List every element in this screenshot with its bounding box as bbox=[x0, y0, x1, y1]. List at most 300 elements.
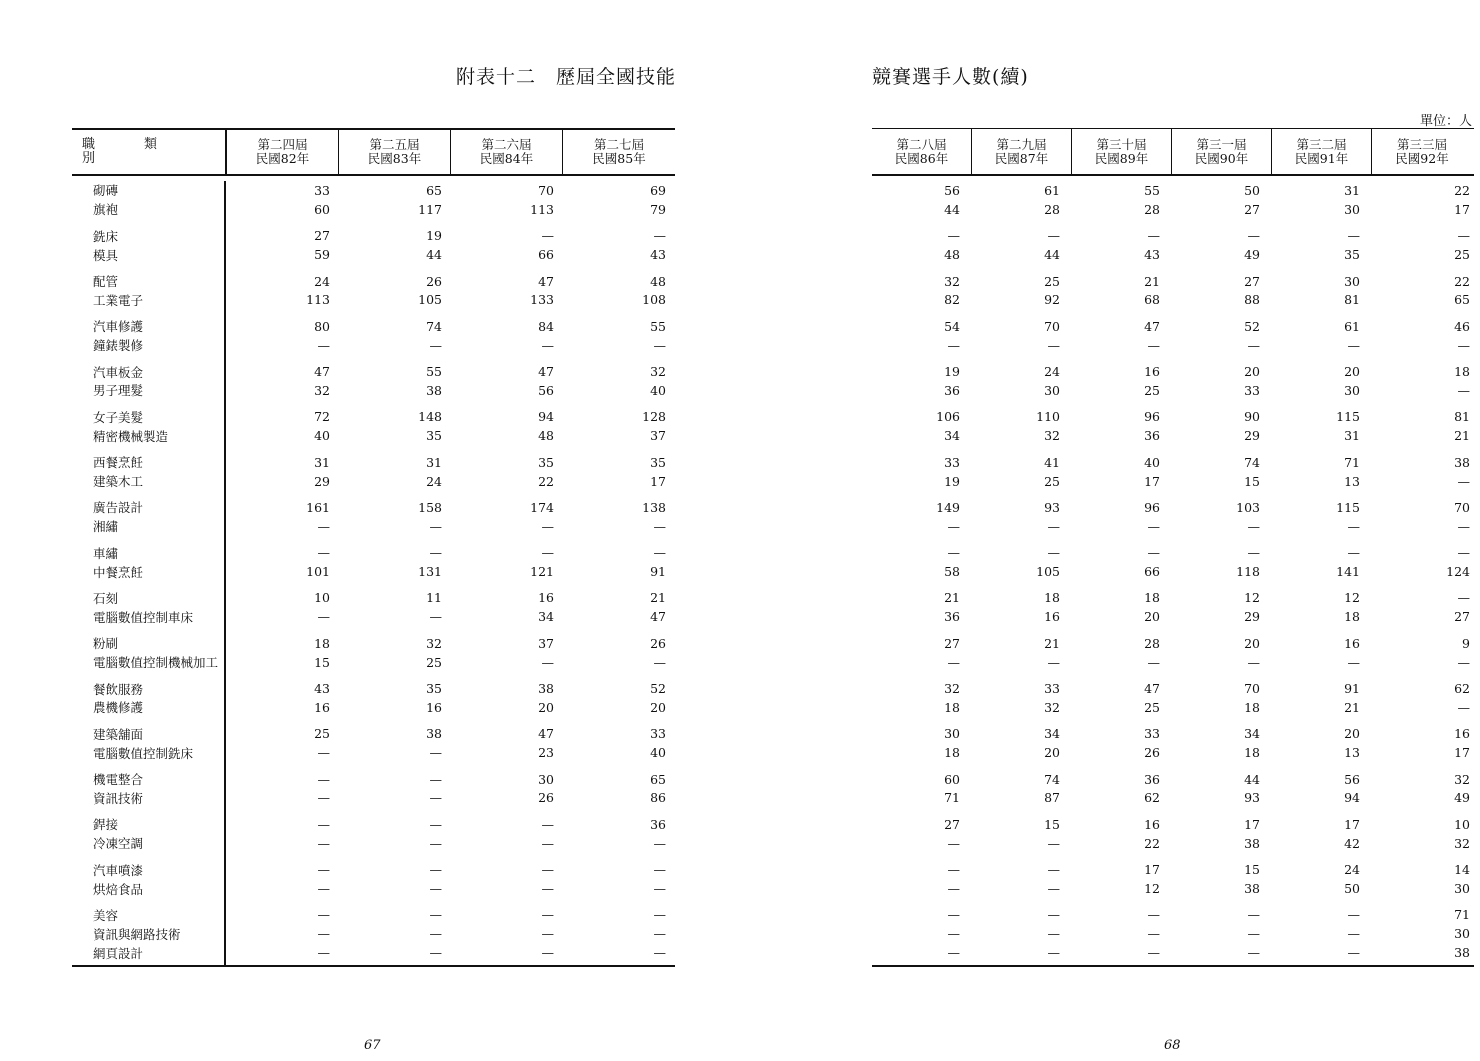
table-row bbox=[72, 336, 675, 355]
row-value: — bbox=[1047, 926, 1060, 942]
header-session: 第三三屆 bbox=[1396, 136, 1447, 152]
row-value: 66 bbox=[1144, 564, 1160, 580]
row-value: — bbox=[1457, 337, 1470, 353]
row-value: 12 bbox=[1244, 590, 1260, 606]
row-value: — bbox=[429, 945, 442, 961]
row-value: 48 bbox=[944, 247, 960, 263]
row-value: 34 bbox=[538, 609, 554, 625]
row-name: 汽車噴漆 bbox=[93, 862, 144, 878]
row-value: — bbox=[947, 337, 960, 353]
row-value: — bbox=[947, 862, 960, 878]
row-value: — bbox=[317, 609, 330, 625]
row-value: 48 bbox=[650, 273, 666, 289]
row-value: 33 bbox=[1144, 726, 1160, 742]
row-value: — bbox=[317, 881, 330, 897]
row-value: — bbox=[1457, 590, 1470, 606]
row-value: 17 bbox=[1244, 816, 1260, 832]
row-value: 14 bbox=[1454, 862, 1470, 878]
row-value: 148 bbox=[418, 409, 442, 425]
table-row bbox=[872, 181, 1474, 200]
row-value: 56 bbox=[538, 382, 554, 398]
row-value: — bbox=[947, 835, 960, 851]
row-value: — bbox=[541, 228, 554, 244]
row-value: 101 bbox=[306, 564, 330, 580]
row-value: — bbox=[1247, 545, 1260, 561]
header-year: 民國90年 bbox=[1194, 150, 1249, 166]
row-name: 配管 bbox=[93, 274, 119, 289]
row-value: 16 bbox=[1344, 635, 1360, 651]
row-value: 38 bbox=[538, 681, 554, 697]
row-value: 47 bbox=[538, 273, 554, 289]
row-value: 23 bbox=[538, 745, 554, 761]
table-row bbox=[72, 245, 675, 264]
row-value: 117 bbox=[418, 201, 442, 217]
row-value: 26 bbox=[1144, 745, 1160, 761]
table-row bbox=[72, 815, 675, 834]
table-row bbox=[872, 272, 1474, 291]
header-year: 民國87年 bbox=[994, 150, 1049, 166]
row-value: — bbox=[1347, 945, 1360, 961]
header-year: 民國91年 bbox=[1294, 150, 1349, 166]
row-value: 61 bbox=[1044, 182, 1060, 198]
row-value: 15 bbox=[1044, 816, 1060, 832]
row-value: 19 bbox=[944, 473, 960, 489]
row-value: — bbox=[1347, 654, 1360, 670]
row-value: 61 bbox=[1344, 318, 1360, 334]
row-value: 17 bbox=[1144, 862, 1160, 878]
row-value: 44 bbox=[426, 247, 442, 263]
row-value: — bbox=[653, 945, 666, 961]
row-value: 21 bbox=[1454, 428, 1470, 444]
row-value: — bbox=[1047, 862, 1060, 878]
row-name: 銑床 bbox=[93, 228, 119, 244]
title-left: 附表十二 歷屆全國技能 bbox=[456, 66, 677, 88]
row-value: 19 bbox=[426, 228, 442, 244]
row-value: 47 bbox=[1144, 681, 1160, 697]
table-row bbox=[72, 426, 675, 445]
table-row bbox=[72, 498, 675, 517]
row-value: 16 bbox=[1144, 816, 1160, 832]
row-value: — bbox=[541, 926, 554, 942]
row-value: 13 bbox=[1344, 473, 1360, 489]
row-value: 30 bbox=[1344, 273, 1360, 289]
row-value: 70 bbox=[1454, 499, 1470, 515]
header-year: 民國83年 bbox=[367, 151, 422, 166]
row-value: — bbox=[947, 926, 960, 942]
row-value: — bbox=[1047, 945, 1060, 961]
row-value: 35 bbox=[426, 428, 442, 444]
row-value: — bbox=[317, 945, 330, 961]
row-value: 17 bbox=[1454, 745, 1470, 761]
row-value: — bbox=[1347, 926, 1360, 942]
header-session: 第二六屆 bbox=[481, 137, 532, 152]
row-value: 108 bbox=[642, 292, 666, 308]
table-row bbox=[72, 743, 675, 762]
table-row bbox=[72, 607, 675, 626]
row-value: 20 bbox=[538, 699, 554, 715]
row-value: 20 bbox=[1244, 635, 1260, 651]
table-row bbox=[872, 472, 1474, 491]
row-value: — bbox=[1147, 518, 1160, 534]
row-value: 12 bbox=[1344, 590, 1360, 606]
row-value: — bbox=[541, 881, 554, 897]
row-value: — bbox=[429, 835, 442, 851]
table-row bbox=[872, 498, 1474, 517]
row-value: — bbox=[429, 771, 442, 787]
row-value: — bbox=[1047, 545, 1060, 561]
row-value: 18 bbox=[1454, 364, 1470, 380]
row-name: 建築舖面 bbox=[93, 726, 144, 742]
row-value: 18 bbox=[944, 745, 960, 761]
row-value: — bbox=[653, 545, 666, 561]
row-value: 24 bbox=[426, 473, 442, 489]
row-value: 56 bbox=[944, 182, 960, 198]
row-value: — bbox=[1347, 228, 1360, 244]
row-value: 32 bbox=[314, 382, 330, 398]
row-name: 電腦數值控制銑床 bbox=[93, 745, 194, 761]
row-value: 93 bbox=[1244, 790, 1260, 806]
row-value: — bbox=[1147, 945, 1160, 961]
row-value: — bbox=[1147, 337, 1160, 353]
table-row bbox=[872, 924, 1474, 943]
row-value: 43 bbox=[314, 681, 330, 697]
row-value: — bbox=[429, 790, 442, 806]
row-value: 30 bbox=[944, 726, 960, 742]
row-value: — bbox=[429, 907, 442, 923]
row-value: 41 bbox=[1044, 454, 1060, 470]
row-value: 60 bbox=[944, 771, 960, 787]
row-value: 115 bbox=[1336, 499, 1360, 515]
row-value: — bbox=[541, 945, 554, 961]
row-value: — bbox=[429, 609, 442, 625]
row-value: — bbox=[947, 518, 960, 534]
row-value: 10 bbox=[314, 590, 330, 606]
row-value: — bbox=[1247, 907, 1260, 923]
header-session: 第二五屆 bbox=[369, 137, 420, 152]
row-value: 54 bbox=[944, 318, 960, 334]
row-value: — bbox=[653, 862, 666, 878]
row-value: 30 bbox=[1344, 201, 1360, 217]
header-cell bbox=[227, 130, 339, 174]
row-value: 105 bbox=[418, 292, 442, 308]
table-row bbox=[72, 943, 675, 962]
row-value: — bbox=[429, 881, 442, 897]
row-value: 174 bbox=[530, 499, 554, 515]
table-row bbox=[872, 679, 1474, 698]
row-value: — bbox=[317, 771, 330, 787]
header-cell bbox=[1372, 129, 1472, 174]
header-name-cell bbox=[72, 130, 227, 174]
table-row bbox=[872, 589, 1474, 608]
table-row bbox=[72, 272, 675, 291]
row-value: — bbox=[947, 654, 960, 670]
row-value: — bbox=[653, 518, 666, 534]
row-value: 28 bbox=[1144, 201, 1160, 217]
row-name: 網頁設計 bbox=[93, 945, 144, 961]
header-year: 民國89年 bbox=[1094, 150, 1149, 166]
table-row bbox=[872, 879, 1474, 898]
row-value: — bbox=[1047, 518, 1060, 534]
table-row bbox=[72, 589, 675, 608]
row-value: — bbox=[653, 228, 666, 244]
row-name: 烘焙食品 bbox=[93, 881, 144, 897]
row-name: 西餐烹飪 bbox=[93, 455, 144, 471]
table-row bbox=[872, 562, 1474, 581]
header-year: 民國85年 bbox=[592, 151, 646, 166]
row-value: 25 bbox=[426, 654, 442, 670]
row-value: 21 bbox=[1044, 635, 1060, 651]
row-value: — bbox=[429, 816, 442, 832]
table-row bbox=[72, 453, 675, 472]
row-value: 33 bbox=[1044, 681, 1060, 697]
row-value: 110 bbox=[1036, 409, 1060, 425]
row-value: — bbox=[429, 545, 442, 561]
row-value: — bbox=[947, 945, 960, 961]
header-session: 第二七屆 bbox=[593, 137, 644, 152]
row-value: — bbox=[317, 518, 330, 534]
row-value: 44 bbox=[1244, 771, 1260, 787]
row-value: — bbox=[541, 654, 554, 670]
row-value: 24 bbox=[1344, 862, 1360, 878]
row-value: — bbox=[653, 835, 666, 851]
table-row bbox=[72, 634, 675, 653]
row-name: 砌磚 bbox=[93, 183, 119, 199]
row-value: 74 bbox=[426, 318, 442, 334]
row-name: 男子理髮 bbox=[93, 383, 144, 399]
row-value: 19 bbox=[944, 364, 960, 380]
row-value: 121 bbox=[530, 564, 554, 580]
row-value: 27 bbox=[944, 816, 960, 832]
row-value: 29 bbox=[1244, 428, 1260, 444]
row-value: 21 bbox=[1144, 273, 1160, 289]
row-value: — bbox=[1457, 228, 1470, 244]
row-value: 21 bbox=[1344, 699, 1360, 715]
row-value: 34 bbox=[1244, 726, 1260, 742]
row-value: 18 bbox=[1044, 590, 1060, 606]
row-value: 21 bbox=[650, 590, 666, 606]
row-value: 30 bbox=[538, 771, 554, 787]
table-row bbox=[72, 653, 675, 672]
row-value: 55 bbox=[426, 364, 442, 380]
row-value: 38 bbox=[1244, 881, 1260, 897]
row-value: — bbox=[1457, 545, 1470, 561]
row-value: 17 bbox=[1144, 473, 1160, 489]
row-name: 女子美髮 bbox=[93, 409, 144, 425]
row-value: 106 bbox=[936, 409, 960, 425]
row-name: 鐘錶製修 bbox=[93, 338, 144, 354]
header-left-columns bbox=[227, 130, 675, 174]
row-value: 16 bbox=[1144, 364, 1160, 380]
row-value: 15 bbox=[314, 654, 330, 670]
header-session: 第二九屆 bbox=[996, 136, 1047, 152]
row-value: 32 bbox=[650, 364, 666, 380]
table-row bbox=[872, 653, 1474, 672]
row-value: 69 bbox=[650, 182, 666, 198]
row-value: — bbox=[1147, 545, 1160, 561]
row-name: 汽車板金 bbox=[93, 364, 144, 380]
row-value: 20 bbox=[1244, 364, 1260, 380]
header-cell bbox=[872, 129, 972, 174]
row-value: 33 bbox=[314, 182, 330, 198]
header-cell bbox=[1072, 129, 1172, 174]
row-value: 18 bbox=[1344, 609, 1360, 625]
header-cell bbox=[1172, 129, 1272, 174]
row-name: 石刻 bbox=[93, 590, 119, 606]
row-value: 11 bbox=[426, 590, 442, 606]
row-value: 37 bbox=[538, 635, 554, 651]
row-value: 18 bbox=[944, 699, 960, 715]
row-name: 美容 bbox=[93, 907, 119, 923]
table-row bbox=[872, 407, 1474, 426]
row-value: 71 bbox=[944, 790, 960, 806]
table-row bbox=[872, 317, 1474, 336]
row-value: — bbox=[317, 816, 330, 832]
row-value: — bbox=[317, 835, 330, 851]
row-value: 32 bbox=[1044, 699, 1060, 715]
row-value: 30 bbox=[1454, 881, 1470, 897]
row-value: 44 bbox=[1044, 247, 1060, 263]
row-value: 34 bbox=[1044, 726, 1060, 742]
row-value: 62 bbox=[1454, 681, 1470, 697]
row-value: — bbox=[317, 790, 330, 806]
row-value: 22 bbox=[538, 473, 554, 489]
table-row bbox=[72, 362, 675, 381]
row-value: 25 bbox=[1454, 247, 1470, 263]
row-value: 31 bbox=[1344, 428, 1360, 444]
row-value: 96 bbox=[1144, 499, 1160, 515]
row-value: — bbox=[317, 926, 330, 942]
table-row bbox=[872, 336, 1474, 355]
row-value: 16 bbox=[1454, 726, 1470, 742]
row-value: 36 bbox=[944, 609, 960, 625]
table-row bbox=[72, 200, 675, 219]
row-value: 158 bbox=[418, 499, 442, 515]
row-value: 26 bbox=[650, 635, 666, 651]
row-name: 模具 bbox=[93, 247, 119, 263]
row-value: — bbox=[429, 337, 442, 353]
row-value: 40 bbox=[650, 382, 666, 398]
row-value: 94 bbox=[538, 409, 554, 425]
row-value: 27 bbox=[944, 635, 960, 651]
table-row bbox=[872, 453, 1474, 472]
row-value: — bbox=[1347, 337, 1360, 353]
row-value: 161 bbox=[306, 499, 330, 515]
row-value: — bbox=[1047, 654, 1060, 670]
table-row bbox=[872, 724, 1474, 743]
row-value: 22 bbox=[1454, 182, 1470, 198]
header-cell bbox=[339, 130, 451, 174]
row-value: — bbox=[653, 337, 666, 353]
row-value: 49 bbox=[1244, 247, 1260, 263]
row-value: 18 bbox=[1244, 745, 1260, 761]
row-value: — bbox=[1457, 473, 1470, 489]
row-value: 71 bbox=[1454, 907, 1470, 923]
row-value: 86 bbox=[650, 790, 666, 806]
table-row bbox=[872, 362, 1474, 381]
header-session: 第二四屆 bbox=[257, 137, 308, 152]
row-value: — bbox=[1147, 926, 1160, 942]
row-value: 32 bbox=[1454, 771, 1470, 787]
row-value: 60 bbox=[314, 201, 330, 217]
row-value: 38 bbox=[1244, 835, 1260, 851]
row-value: 50 bbox=[1344, 881, 1360, 897]
row-value: — bbox=[1147, 228, 1160, 244]
table-right bbox=[872, 128, 1474, 967]
table-row bbox=[872, 743, 1474, 762]
row-value: — bbox=[1047, 228, 1060, 244]
row-value: — bbox=[541, 816, 554, 832]
table-row bbox=[72, 181, 675, 200]
row-value: 113 bbox=[530, 201, 554, 217]
row-value: 38 bbox=[426, 382, 442, 398]
row-value: — bbox=[947, 907, 960, 923]
header-year: 民國84年 bbox=[479, 151, 534, 166]
row-value: 49 bbox=[1454, 790, 1470, 806]
row-value: 32 bbox=[1044, 428, 1060, 444]
table-row bbox=[72, 924, 675, 943]
row-value: 30 bbox=[1344, 382, 1360, 398]
table-right-body bbox=[872, 181, 1474, 967]
row-value: — bbox=[1247, 228, 1260, 244]
row-value: 29 bbox=[314, 473, 330, 489]
row-value: 58 bbox=[944, 564, 960, 580]
row-value: 17 bbox=[650, 473, 666, 489]
row-value: 31 bbox=[426, 454, 442, 470]
row-value: 43 bbox=[650, 247, 666, 263]
row-value: — bbox=[653, 654, 666, 670]
table-row bbox=[72, 789, 675, 808]
table-row bbox=[72, 226, 675, 245]
row-value: 15 bbox=[1244, 862, 1260, 878]
row-value: 9 bbox=[1462, 635, 1470, 651]
row-value: 12 bbox=[1144, 881, 1160, 897]
row-value: 80 bbox=[314, 318, 330, 334]
row-value: 35 bbox=[538, 454, 554, 470]
row-value: 17 bbox=[1454, 201, 1470, 217]
row-value: — bbox=[541, 337, 554, 353]
row-value: 31 bbox=[314, 454, 330, 470]
row-value: 22 bbox=[1144, 835, 1160, 851]
row-value: 40 bbox=[314, 428, 330, 444]
row-value: 16 bbox=[426, 699, 442, 715]
row-value: 47 bbox=[538, 364, 554, 380]
row-value: 20 bbox=[1044, 745, 1060, 761]
row-value: 133 bbox=[530, 292, 554, 308]
row-value: 32 bbox=[944, 681, 960, 697]
row-value: 35 bbox=[1344, 247, 1360, 263]
row-value: 32 bbox=[944, 273, 960, 289]
table-row bbox=[72, 381, 675, 400]
table-row bbox=[72, 517, 675, 536]
table-row bbox=[872, 381, 1474, 400]
row-value: 91 bbox=[650, 564, 666, 580]
row-name: 電腦數值控制機械加工 bbox=[93, 655, 219, 671]
row-name: 資訊與網路技術 bbox=[93, 926, 181, 942]
row-value: 115 bbox=[1336, 409, 1360, 425]
row-value: 24 bbox=[314, 273, 330, 289]
table-row bbox=[872, 290, 1474, 309]
row-value: — bbox=[1047, 337, 1060, 353]
row-value: — bbox=[653, 926, 666, 942]
row-value: 66 bbox=[538, 247, 554, 263]
row-name: 建築木工 bbox=[93, 474, 144, 490]
row-value: 47 bbox=[538, 726, 554, 742]
row-value: 52 bbox=[1244, 318, 1260, 334]
row-value: 16 bbox=[1044, 609, 1060, 625]
row-value: 42 bbox=[1344, 835, 1360, 851]
row-value: 103 bbox=[1236, 499, 1260, 515]
row-value: 33 bbox=[944, 454, 960, 470]
